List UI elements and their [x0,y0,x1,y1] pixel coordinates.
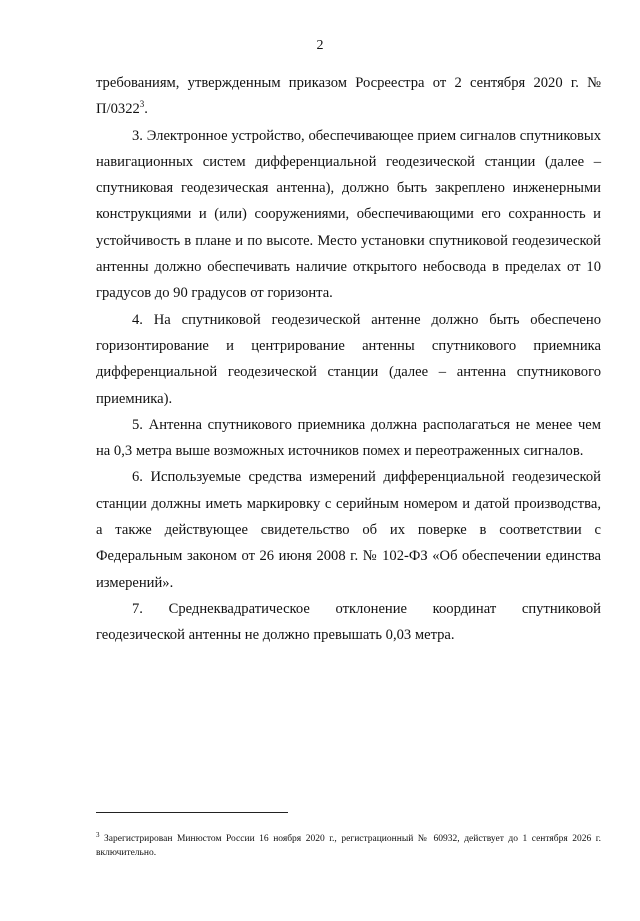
paragraph-continuation-end: . [144,101,148,118]
footnote-reference: 3 [139,99,145,110]
footnote-separator [96,812,288,813]
paragraph-5: 5. Антенна спутникового приемника должна располагаться не менее чем на 0,3 метра выше возможных источников помех и переотраженных сигналов. [96,416,601,460]
paragraph-continuation [96,70,601,123]
paragraph-3: 3. Электронное устройство, обеспечивающее прием сигналов спутниковых навигационных систем дифференциальной геодезической станции (далее – спутниковая геодезическая антенна), должно быть закреплено инженерными конструкциями и (или) сооружениями, обеспечивающими его сохранность и устойчивость в плане и по высоте. Место установки спутниковой геодезической антенны должно обеспечивать наличие открытого небосвода в пределах от 10 градусов до 90 градусов от горизонта. [96,127,601,302]
footnote [96,832,601,860]
footnote-marker: 3 [96,830,100,839]
page-number: 2 [316,38,324,53]
paragraph-6: 6. Используемые средства измерений дифференциальной геодезической станции должны иметь маркировку с серийным номером и датой производства, а также действующее свидетельство об их поверке в соответствии с Федеральным законом от 26 июня 2008 г. № 102-ФЗ «Об обеспечении единства измерений». [96,469,601,591]
paragraph-continuation-text: требованиям, утвержденным приказом Росреестра от 2 сентября 2020 г. № П/0322 [96,75,601,118]
paragraph-4: 4. На спутниковой геодезической антенне должно быть обеспечено горизонтирование и центрирование антенны спутникового приемника дифференциальной геодезической станции (далее – антенна спутникового приемника). [96,311,601,407]
paragraph-7: 7. Среднеквадратическое отклонение координат спутниковой геодезической антенны не должно превышать 0,03 метра. [96,600,601,644]
document-body [96,70,601,649]
footnote-text: Зарегистрирован Минюстом России 16 ноября 2020 г., регистрационный № 60932, действует до 1 сентября 2026 г. включительно. [96,834,601,858]
